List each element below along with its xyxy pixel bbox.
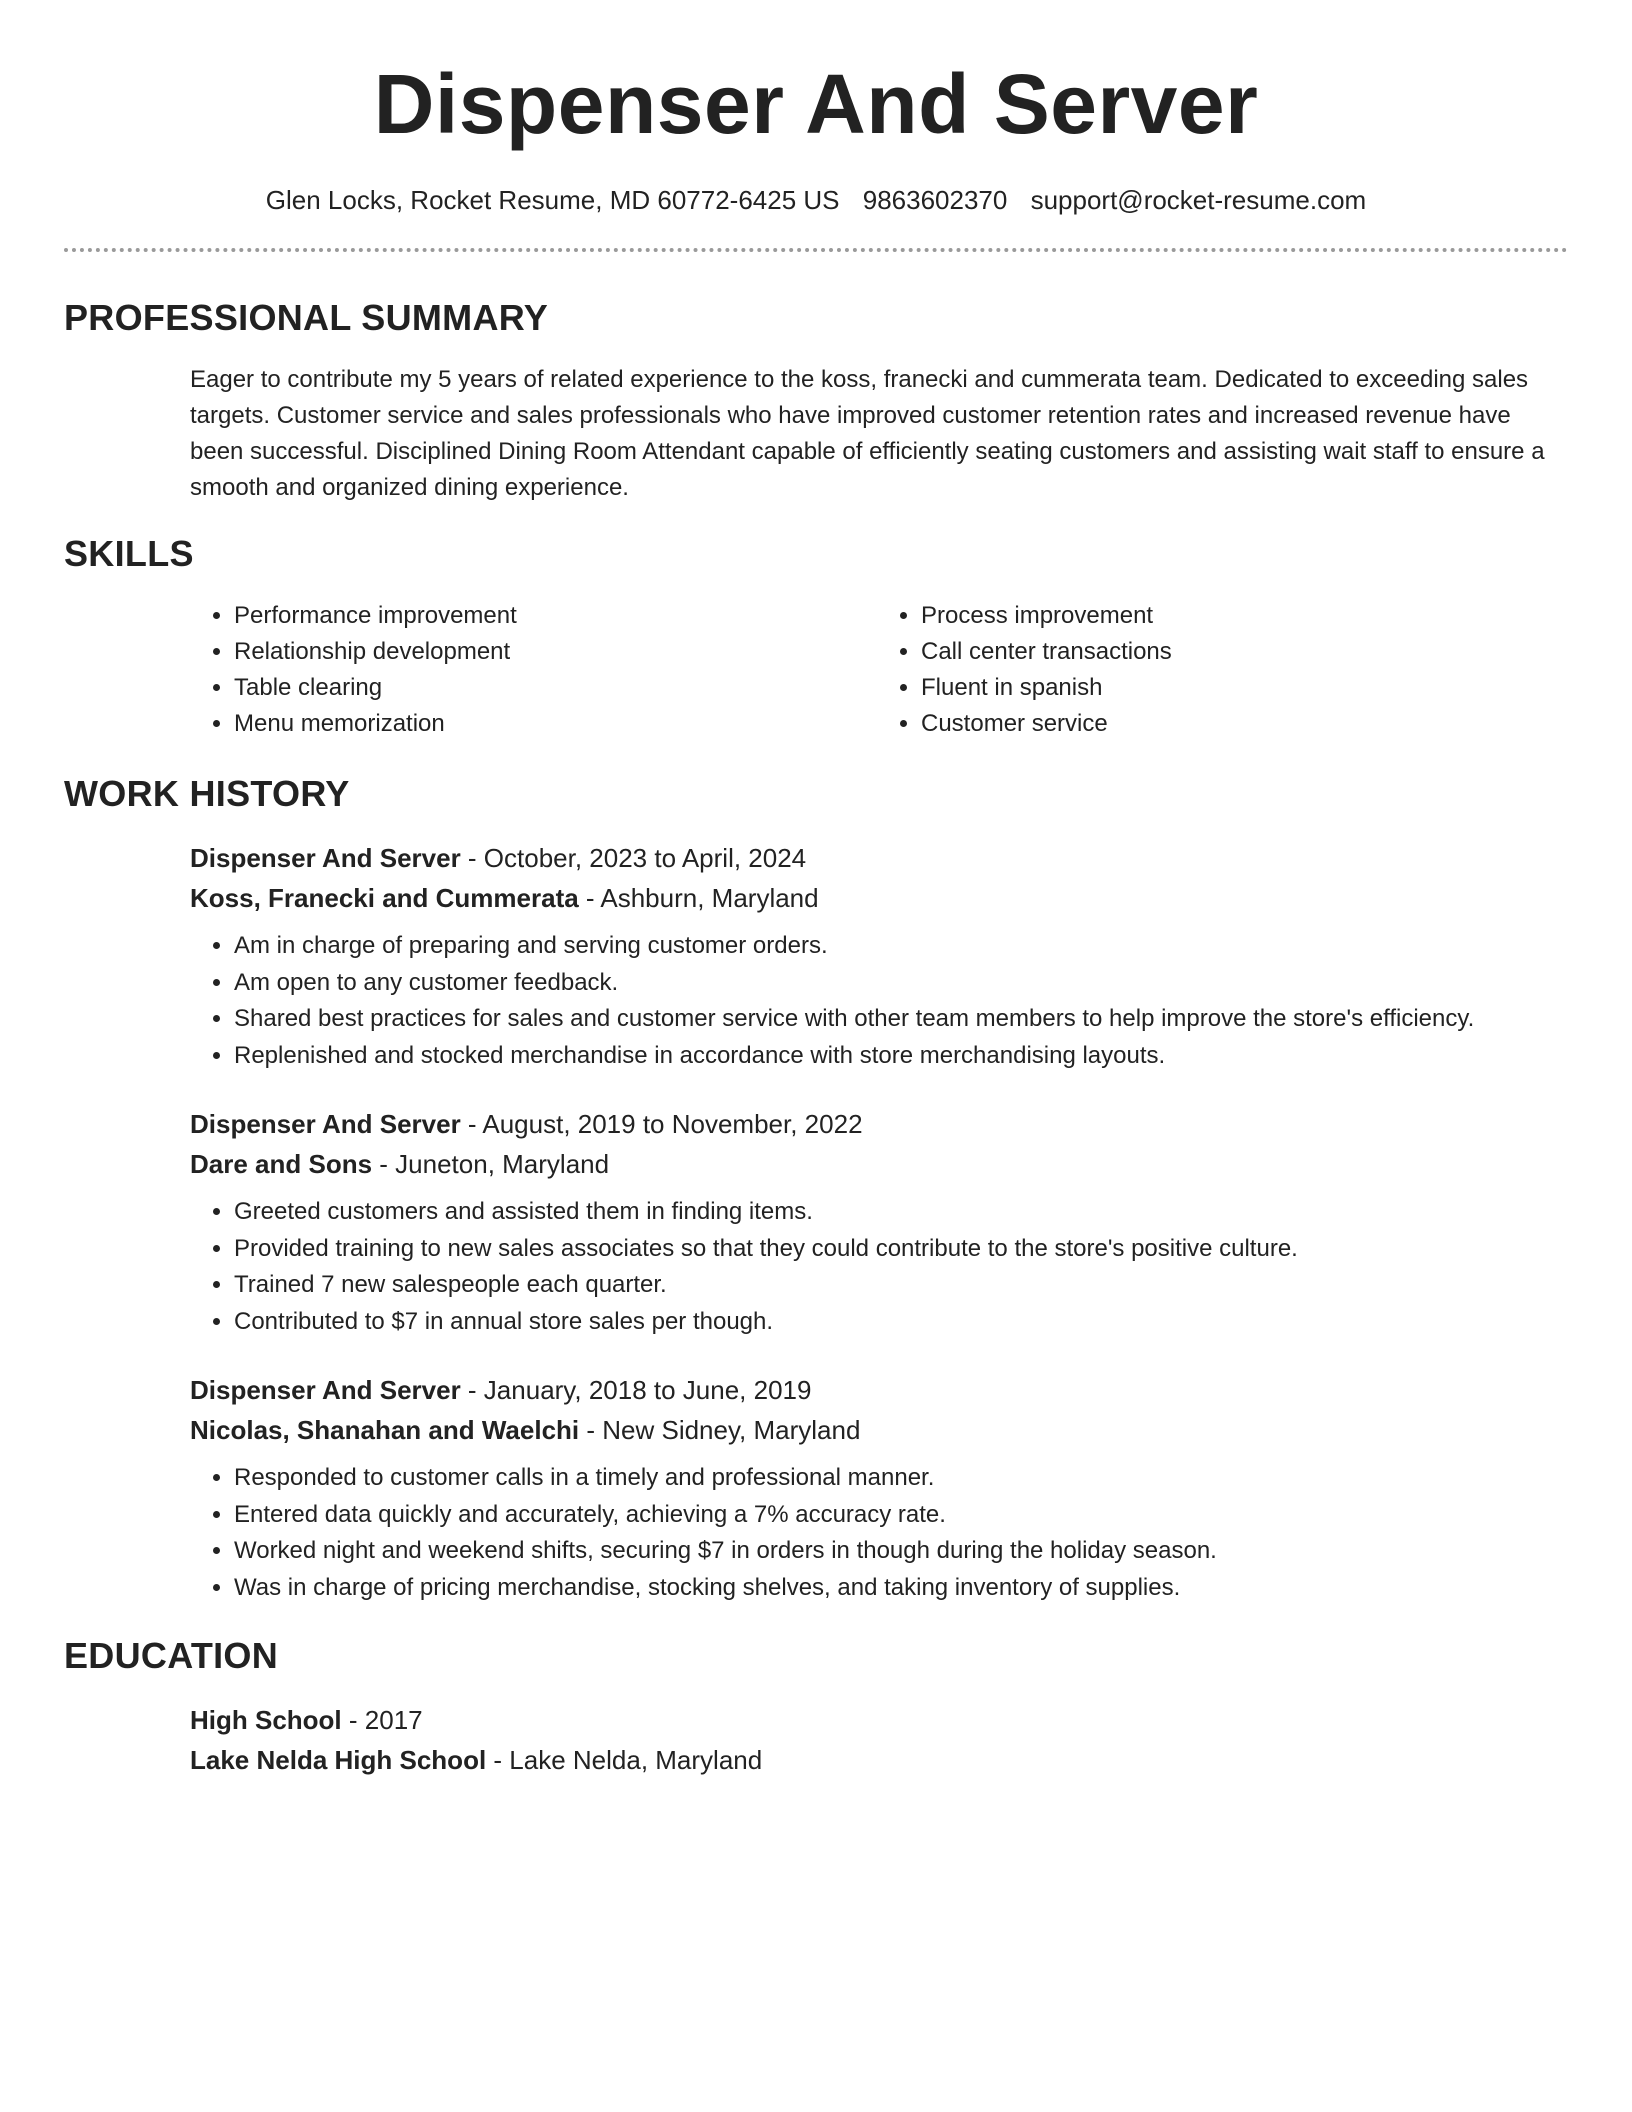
- job-company: Dare and Sons: [190, 1149, 373, 1179]
- job-duties: [190, 1194, 1564, 1340]
- education-degree: High School: [190, 1705, 342, 1735]
- job-company-line: [190, 878, 1564, 918]
- job-duties: [190, 928, 1564, 1074]
- job-duty: • Replenished and stocked merchandise in accordance with store merchandising layouts.: [234, 1038, 1564, 1075]
- skills-right-column: [877, 598, 1564, 742]
- job-company: Nicolas, Shanahan and Waelchi: [190, 1415, 580, 1445]
- education-school-line: [190, 1740, 1564, 1780]
- job-role: Dispenser And Server: [190, 1375, 461, 1405]
- job-dates: - January, 2018 to June, 2019: [460, 1375, 812, 1405]
- job-duty: • Am in charge of preparing and serving customer orders.: [234, 928, 1564, 965]
- job-duty: • Was in charge of pricing merchandise, stocking shelves, and taking inventory of supplies.: [234, 1570, 1564, 1607]
- education-degree-line: [190, 1700, 1564, 1740]
- skills-heading: SKILLS: [64, 533, 194, 574]
- job-role: Dispenser And Server: [190, 1109, 461, 1139]
- job-entry: [190, 1370, 1564, 1606]
- job-location: - New Sidney, Maryland: [579, 1415, 861, 1445]
- skill-item: • Customer service: [921, 706, 1564, 742]
- job-duty: • Greeted customers and assisted them in finding items.: [234, 1194, 1564, 1231]
- skill-item: • Table clearing: [234, 670, 877, 706]
- education-heading: EDUCATION: [64, 1635, 279, 1676]
- job-dates: - August, 2019 to November, 2022: [460, 1109, 863, 1139]
- job-company: Koss, Franecki and Cummerata: [190, 883, 579, 913]
- job-location: - Ashburn, Maryland: [578, 883, 819, 913]
- job-duty: • Trained 7 new salespeople each quarter.: [234, 1267, 1564, 1304]
- contact-email: support@rocket-resume.com: [1030, 185, 1367, 215]
- skills-grid: [190, 598, 1564, 742]
- education-entry: [190, 1700, 1564, 1780]
- job-entry: [190, 1104, 1564, 1340]
- education-year: - 2017: [341, 1705, 423, 1735]
- job-duty: • Contributed to $7 in annual store sales per though.: [234, 1304, 1564, 1341]
- job-duty: • Worked night and weekend shifts, securing $7 in orders in though during the holiday season.: [234, 1533, 1564, 1570]
- header-divider: [64, 248, 1568, 252]
- skill-item: • Fluent in spanish: [921, 670, 1564, 706]
- skill-item: • Menu memorization: [234, 706, 877, 742]
- skill-item: • Process improvement: [921, 598, 1564, 634]
- skill-item: • Call center transactions: [921, 634, 1564, 670]
- job-role: Dispenser And Server: [190, 843, 461, 873]
- work-history-heading: WORK HISTORY: [64, 773, 350, 814]
- job-duty: • Shared best practices for sales and customer service with other team members to help improve the store's efficiency.: [234, 1001, 1564, 1038]
- education-location: - Lake Nelda, Maryland: [486, 1745, 763, 1775]
- contact-address: Glen Locks, Rocket Resume, MD 60772-6425 US: [265, 185, 840, 215]
- job-location: - Juneton, Maryland: [372, 1149, 610, 1179]
- skill-item: • Relationship development: [234, 634, 877, 670]
- contact-phone: 9863602370: [862, 185, 1008, 215]
- job-dates: - October, 2023 to April, 2024: [460, 843, 807, 873]
- job-duty: • Responded to customer calls in a timely and professional manner.: [234, 1460, 1564, 1497]
- job-company-line: [190, 1144, 1564, 1184]
- job-duty: • Am open to any customer feedback.: [234, 965, 1564, 1002]
- job-duty: • Provided training to new sales associates so that they could contribute to the store's positive culture.: [234, 1231, 1564, 1268]
- candidate-name: Dispenser And Server: [373, 57, 1259, 151]
- job-title-line: [190, 838, 1564, 878]
- summary-heading: PROFESSIONAL SUMMARY: [64, 297, 549, 338]
- job-title-line: [190, 1370, 1564, 1410]
- contact-line: [64, 184, 1568, 216]
- skill-item: • Performance improvement: [234, 598, 877, 634]
- job-entry: [190, 838, 1564, 1074]
- skills-left-column: [190, 598, 877, 742]
- job-title-line: [190, 1104, 1564, 1144]
- job-duty: • Entered data quickly and accurately, achieving a 7% accuracy rate.: [234, 1497, 1564, 1534]
- education-school: Lake Nelda High School: [190, 1745, 487, 1775]
- summary-text: Eager to contribute my 5 years of related experience to the koss, franecki and cummerata team. Dedicated to exceeding sales targets. Customer service and sales professionals who have improved customer retention rates and increased revenue have been successful. Disciplined Dining Room Attendant capable of efficiently seating customers and assisting wait staff to ensure a smooth and organized dining experience.: [190, 366, 1545, 501]
- job-duties: [190, 1460, 1564, 1606]
- job-company-line: [190, 1410, 1564, 1450]
